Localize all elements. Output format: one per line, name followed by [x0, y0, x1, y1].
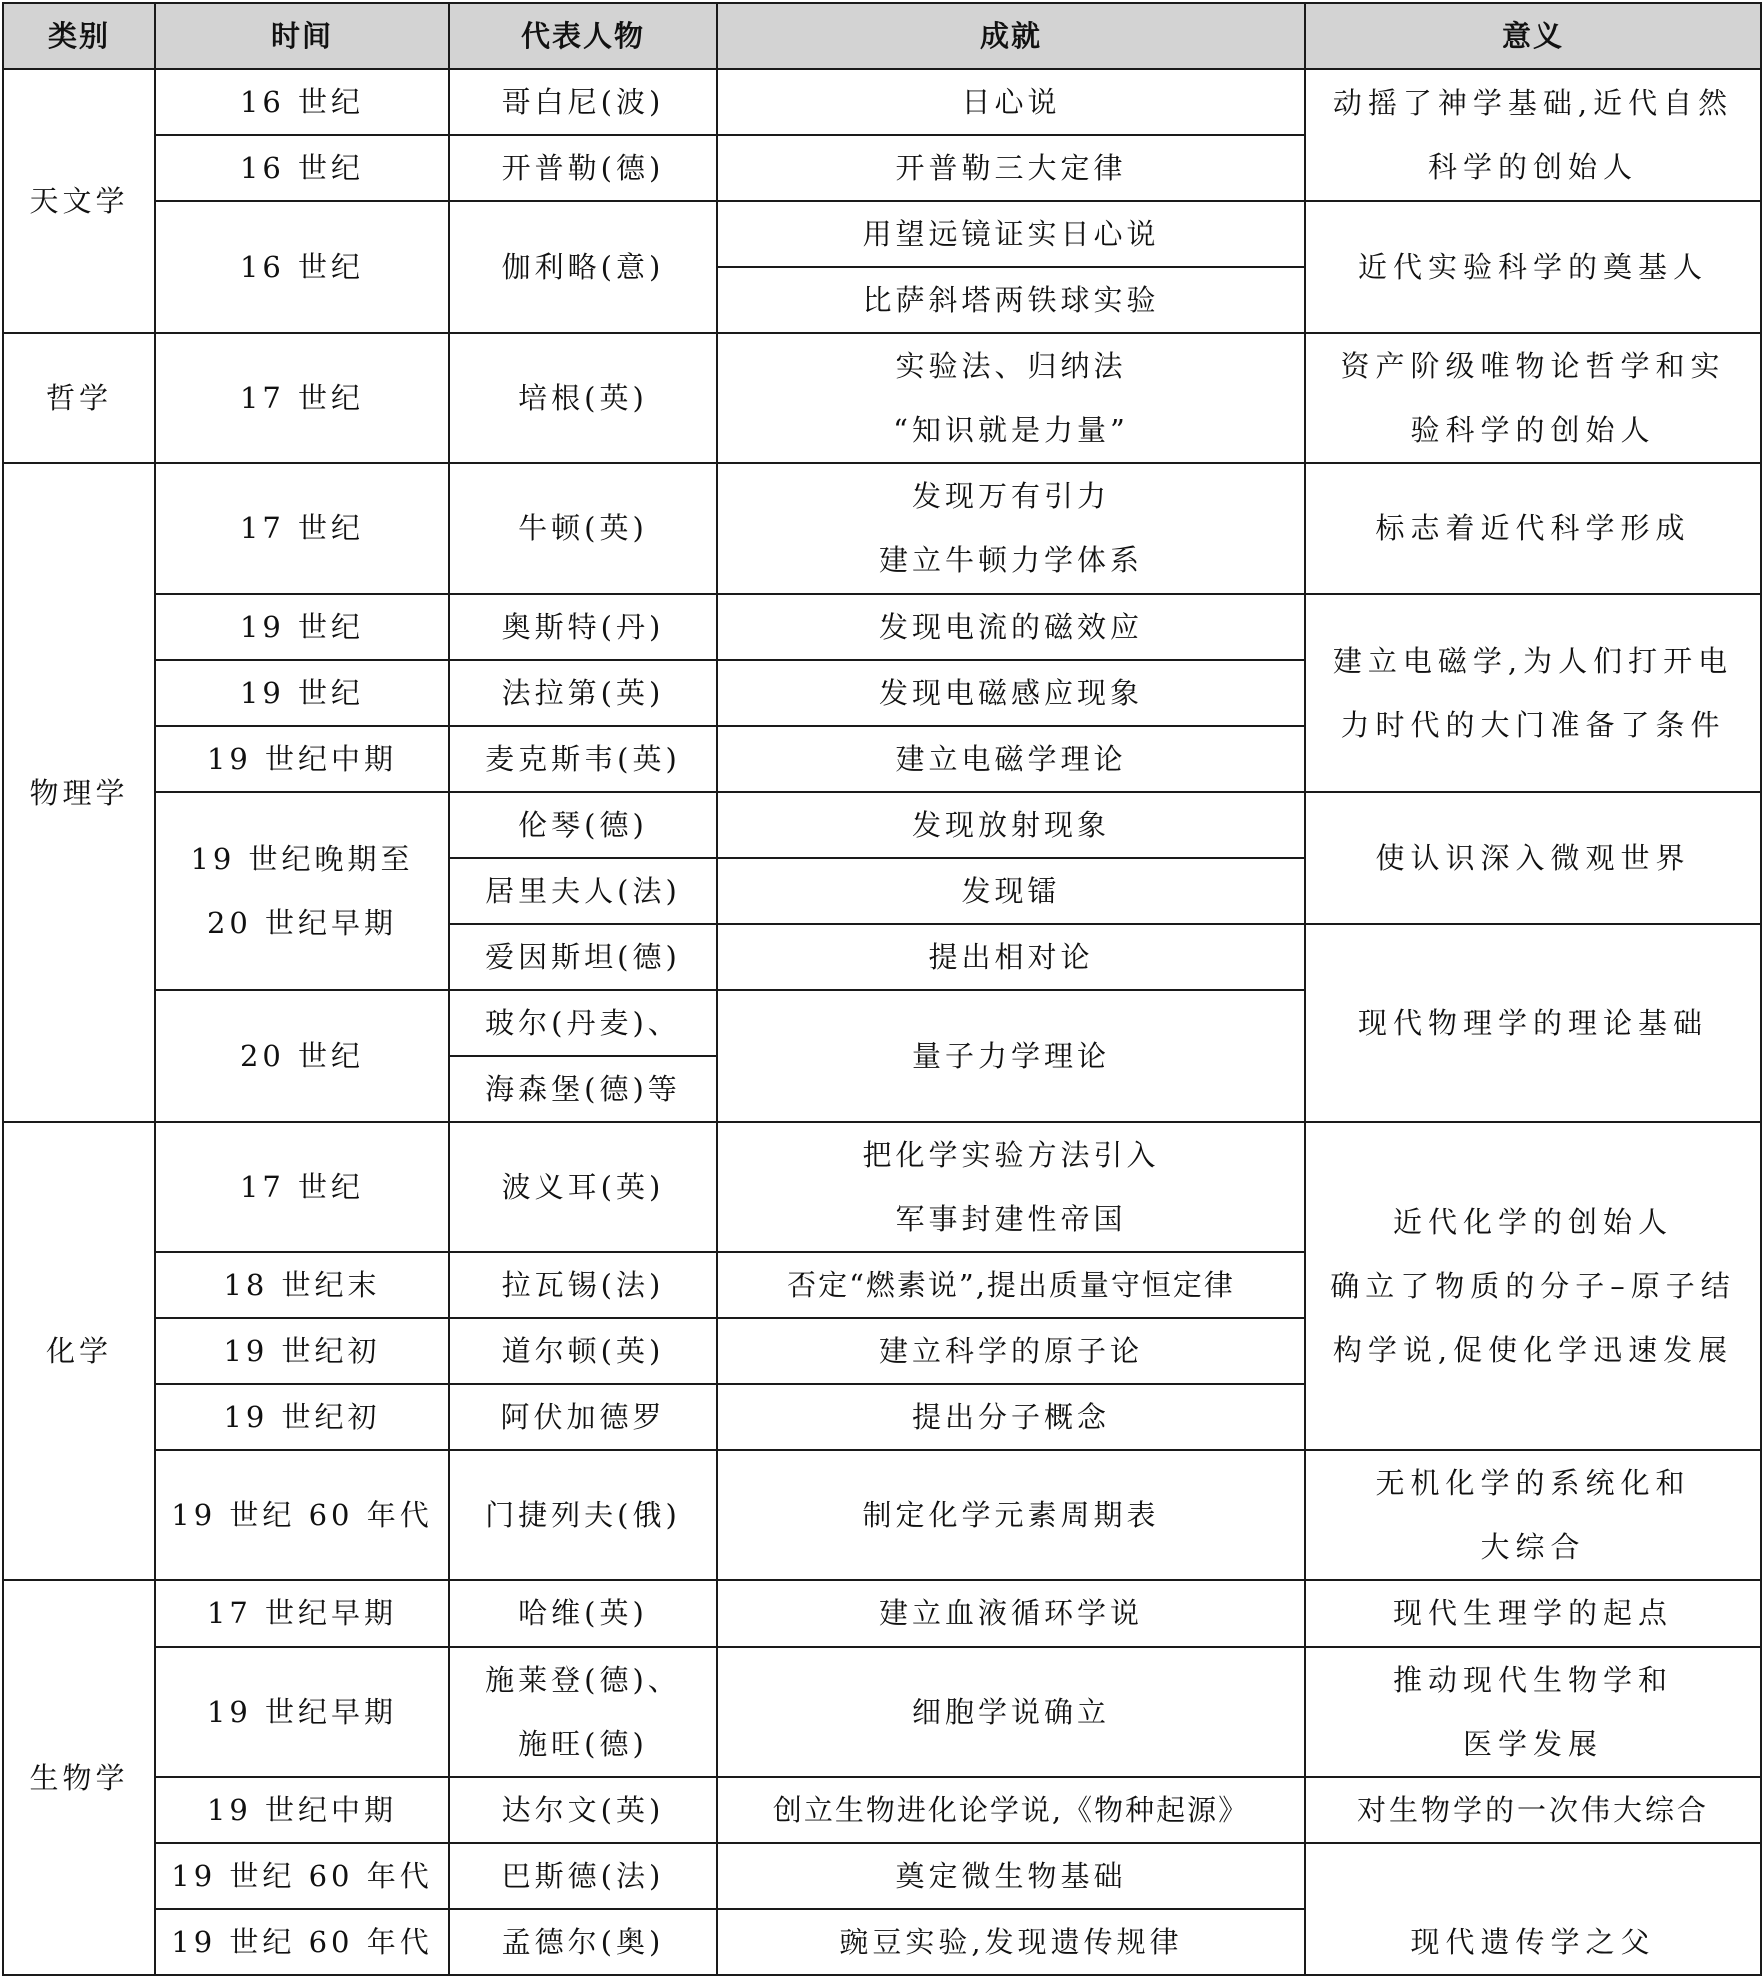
time-cell: 19 世纪初 [155, 1318, 449, 1384]
category-cell: 生物学 [3, 1580, 155, 1975]
person-cell: 哈维(英) [449, 1580, 717, 1646]
header-time: 时间 [155, 3, 449, 69]
meaning-cell [1305, 69, 1761, 201]
table-row [3, 69, 1761, 135]
header-meaning: 意义 [1305, 3, 1761, 69]
person-cell: 道尔顿(英) [449, 1318, 717, 1384]
meaning-line: 验科学的创始人 [1410, 413, 1656, 448]
time-cell: 16 世纪 [155, 201, 449, 333]
time-cell: 19 世纪 60 年代 [155, 1450, 449, 1580]
meaning-cell: 对生物学的一次伟大综合 [1305, 1777, 1761, 1843]
meaning-line: 建立电磁学,为人们打开电 [1332, 643, 1734, 678]
meaning-line: 动摇了神学基础,近代自然 [1332, 86, 1734, 121]
time-cell: 19 世纪 60 年代 [155, 1909, 449, 1975]
achievement-line: 实验法、归纳法 [895, 349, 1127, 384]
achievement-cell: 发现放射现象 [717, 792, 1305, 858]
person-cell: 爱因斯坦(德) [449, 924, 717, 990]
table-row [3, 333, 1761, 463]
table-row [3, 1843, 1761, 1909]
meaning-line: 科学的创始人 [1427, 150, 1638, 185]
header-category: 类别 [3, 3, 155, 69]
meaning-line: 无机化学的系统化和 [1375, 1466, 1691, 1501]
person-cell: 伽利略(意) [449, 201, 717, 333]
achievement-cell [717, 1122, 1305, 1252]
category-cell: 天文学 [3, 69, 155, 333]
person-cell: 居里夫人(法) [449, 858, 717, 924]
achievement-cell: 用望远镜证实日心说 [717, 201, 1305, 267]
time-cell: 20 世纪 [155, 990, 449, 1122]
achievement-line: 把化学实验方法引入 [862, 1138, 1160, 1173]
person-line: 施莱登(德)、 [485, 1662, 681, 1697]
person-cell: 波义耳(英) [449, 1122, 717, 1252]
header-achievement: 成就 [717, 3, 1305, 69]
meaning-line: 近代化学的创始人 [1392, 1205, 1673, 1240]
category-cell: 化学 [3, 1122, 155, 1580]
meaning-cell: 标志着近代科学形成 [1305, 463, 1761, 593]
person-cell: 巴斯德(法) [449, 1843, 717, 1909]
person-cell: 哥白尼(波) [449, 69, 717, 135]
meaning-cell: 现代遗传学之父 [1305, 1843, 1761, 1975]
meaning-cell: 使认识深入微观世界 [1305, 792, 1761, 924]
person-cell: 门捷列夫(俄) [449, 1450, 717, 1580]
person-cell: 法拉第(英) [449, 660, 717, 726]
achievement-cell: 豌豆实验,发现遗传规律 [717, 1909, 1305, 1975]
meaning-cell [1305, 594, 1761, 792]
time-cell: 17 世纪 [155, 1122, 449, 1252]
achievement-line: “知识就是力量” [893, 413, 1129, 448]
time-cell: 16 世纪 [155, 135, 449, 201]
time-cell: 16 世纪 [155, 69, 449, 135]
meaning-cell: 近代实验科学的奠基人 [1305, 201, 1761, 333]
meaning-cell [1305, 1122, 1761, 1450]
time-cell: 18 世纪末 [155, 1252, 449, 1318]
achievement-cell: 建立血液循环学说 [717, 1580, 1305, 1646]
time-cell: 17 世纪早期 [155, 1580, 449, 1646]
meaning-cell: 现代生理学的起点 [1305, 1580, 1761, 1646]
table-row [3, 1777, 1761, 1843]
meaning-cell: 现代物理学的理论基础 [1305, 924, 1761, 1122]
table-row [3, 1647, 1761, 1777]
achievement-cell: 建立科学的原子论 [717, 1318, 1305, 1384]
achievement-line: 发现万有引力 [911, 479, 1110, 514]
time-cell: 19 世纪 [155, 660, 449, 726]
header-row [3, 3, 1761, 69]
achievement-cell: 量子力学理论 [717, 990, 1305, 1122]
time-cell: 17 世纪 [155, 333, 449, 463]
person-cell: 奥斯特(丹) [449, 594, 717, 660]
category-cell: 物理学 [3, 463, 155, 1122]
table-row [3, 201, 1761, 267]
table-row [3, 1122, 1761, 1252]
achievement-cell: 提出分子概念 [717, 1384, 1305, 1450]
table-row [3, 1580, 1761, 1646]
meaning-line: 构学说,促使化学迅速发展 [1332, 1333, 1734, 1368]
meaning-line: 确立了物质的分子–原子结 [1330, 1269, 1736, 1304]
person-cell: 达尔文(英) [449, 1777, 717, 1843]
person-cell: 麦克斯韦(英) [449, 726, 717, 792]
achievement-line: 建立牛顿力学体系 [878, 543, 1143, 578]
achievement-cell: 开普勒三大定律 [717, 135, 1305, 201]
table-row [3, 463, 1761, 593]
achievement-cell: 比萨斜塔两铁球实验 [717, 267, 1305, 333]
meaning-line: 力时代的大门准备了条件 [1340, 707, 1726, 742]
science-achievements-table [2, 2, 1762, 1976]
person-cell: 开普勒(德) [449, 135, 717, 201]
achievement-cell [717, 333, 1305, 463]
category-cell: 哲学 [3, 333, 155, 463]
person-cell: 玻尔(丹麦)、 [449, 990, 717, 1056]
person-cell: 牛顿(英) [449, 463, 717, 593]
achievement-cell: 制定化学元素周期表 [717, 1450, 1305, 1580]
time-cell: 17 世纪 [155, 463, 449, 593]
achievement-cell: 细胞学说确立 [717, 1647, 1305, 1777]
time-cell: 19 世纪中期 [155, 1777, 449, 1843]
meaning-line: 资产阶级唯物论哲学和实 [1340, 349, 1726, 384]
achievement-cell: 建立电磁学理论 [717, 726, 1305, 792]
achievement-cell: 奠定微生物基础 [717, 1843, 1305, 1909]
time-cell: 19 世纪早期 [155, 1647, 449, 1777]
person-cell [449, 1647, 717, 1777]
achievement-cell: 发现电流的磁效应 [717, 594, 1305, 660]
time-line: 20 世纪早期 [206, 905, 398, 940]
time-cell: 19 世纪初 [155, 1384, 449, 1450]
table-row [3, 792, 1761, 858]
achievement-cell: 日心说 [717, 69, 1305, 135]
achievement-cell [717, 463, 1305, 593]
achievement-cell: 发现镭 [717, 858, 1305, 924]
meaning-cell [1305, 333, 1761, 463]
person-line: 施旺(德) [518, 1726, 648, 1761]
meaning-line: 大综合 [1480, 1530, 1586, 1565]
time-line: 19 世纪晚期至 [190, 841, 414, 876]
table-row [3, 1450, 1761, 1580]
achievement-cell: 提出相对论 [717, 924, 1305, 990]
meaning-cell [1305, 1647, 1761, 1777]
person-cell: 海森堡(德)等 [449, 1056, 717, 1122]
person-cell: 阿伏加德罗 [449, 1384, 717, 1450]
time-cell: 19 世纪 [155, 594, 449, 660]
time-cell [155, 792, 449, 990]
person-cell: 拉瓦锡(法) [449, 1252, 717, 1318]
person-cell: 孟德尔(奥) [449, 1909, 717, 1975]
header-person: 代表人物 [449, 3, 717, 69]
person-cell: 培根(英) [449, 333, 717, 463]
time-cell: 19 世纪中期 [155, 726, 449, 792]
meaning-line: 医学发展 [1462, 1726, 1603, 1761]
person-cell: 伦琴(德) [449, 792, 717, 858]
table-row [3, 594, 1761, 660]
time-cell: 19 世纪 60 年代 [155, 1843, 449, 1909]
meaning-line: 推动现代生物学和 [1392, 1662, 1673, 1697]
achievement-cell: 创立生物进化论学说,《物种起源》 [717, 1777, 1305, 1843]
achievement-cell: 发现电磁感应现象 [717, 660, 1305, 726]
meaning-cell [1305, 1450, 1761, 1580]
achievement-cell: 否定“燃素说”,提出质量守恒定律 [717, 1252, 1305, 1318]
achievement-line: 军事封建性帝国 [895, 1202, 1127, 1237]
